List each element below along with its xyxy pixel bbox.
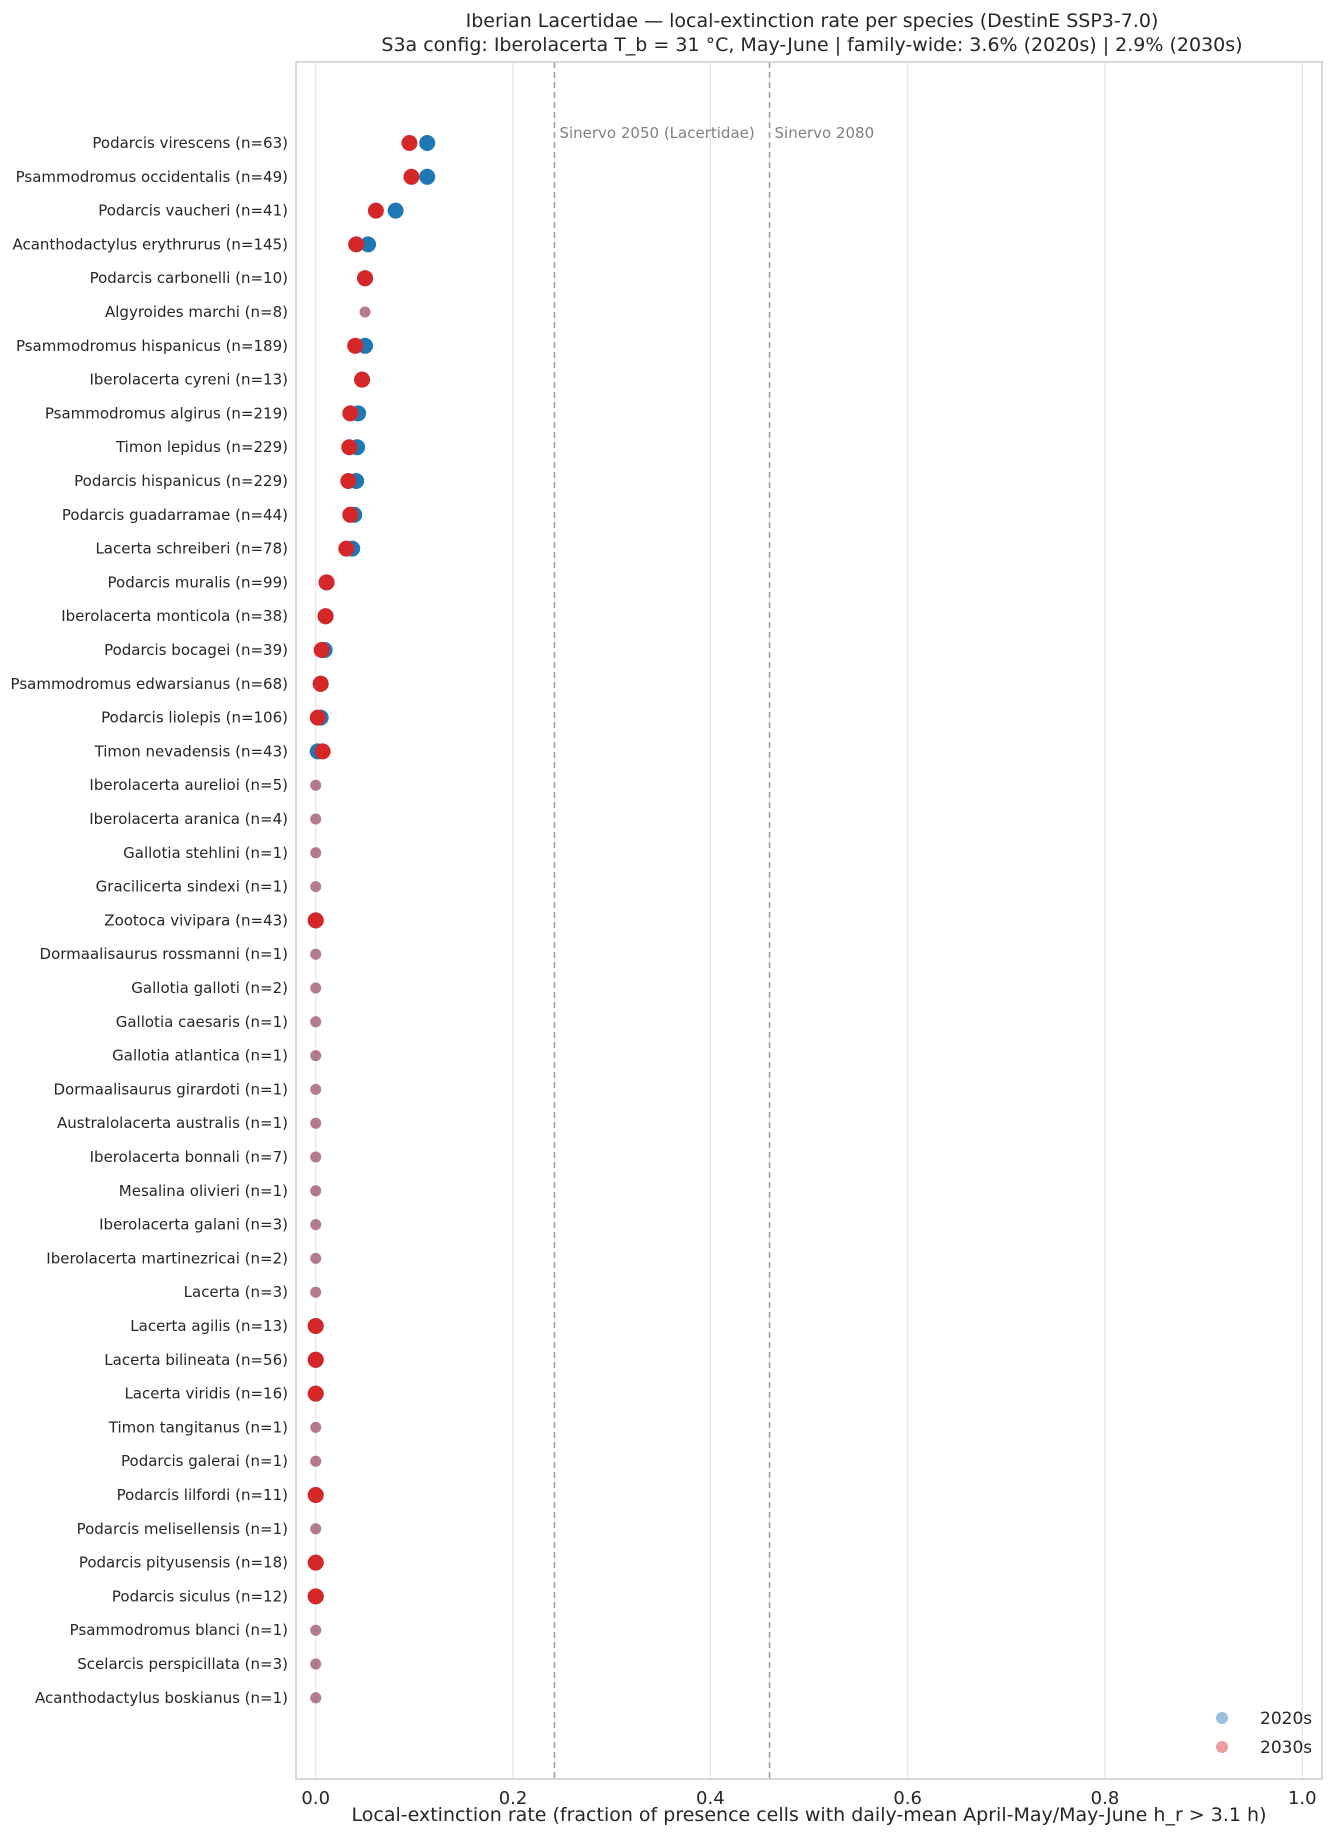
y-tick-label: Acanthodactylus boskianus (n=1) xyxy=(35,1688,288,1707)
y-tick-label: Podarcis virescens (n=63) xyxy=(92,134,288,152)
point-2030s xyxy=(310,1185,321,1196)
y-tick-label: Acanthodactylus erythrurus (n=145) xyxy=(12,235,288,254)
point-2030s xyxy=(310,1692,321,1703)
y-tick-label: Gallotia caesaris (n=1) xyxy=(115,1012,288,1031)
point-2030s xyxy=(310,949,321,960)
y-tick-label: Gallotia galloti (n=2) xyxy=(131,979,288,997)
y-tick-label: Zootoca vivipara (n=43) xyxy=(104,911,288,930)
point-2030s xyxy=(310,1287,321,1298)
point-2030s xyxy=(310,1050,321,1061)
point-2030s xyxy=(308,912,324,928)
point-2030s xyxy=(340,473,356,489)
point-2030s xyxy=(310,1625,321,1636)
y-tick-label: Timon lepidus (n=229) xyxy=(115,438,288,457)
point-2030s xyxy=(308,1318,324,1334)
point-2030s xyxy=(310,1456,321,1467)
reference-line-label: Sinervo 2050 (Lacertidae) xyxy=(559,124,755,142)
y-tick-label: Podarcis guadarramae (n=44) xyxy=(61,505,288,524)
y-tick-label: Timon tangitanus (n=1) xyxy=(108,1418,288,1437)
y-tick-label: Algyroides marchi (n=8) xyxy=(105,303,288,321)
y-tick-label: Iberolacerta martinezricai (n=2) xyxy=(46,1249,288,1268)
y-tick-label: Iberolacerta galani (n=3) xyxy=(99,1215,288,1234)
y-tick-label: Lacerta viridis (n=16) xyxy=(124,1384,288,1403)
point-2030s xyxy=(348,236,364,252)
point-2030s xyxy=(308,1588,324,1604)
point-2030s xyxy=(310,1152,321,1163)
y-tick-label: Podarcis lilfordi (n=11) xyxy=(116,1486,288,1504)
y-tick-label: Lacerta bilineata (n=56) xyxy=(104,1350,288,1369)
y-tick-label: Podarcis melisellensis (n=1) xyxy=(76,1519,288,1538)
point-2030s xyxy=(310,710,326,726)
x-tick-label: 0.2 xyxy=(498,1788,528,1809)
point-2030s xyxy=(308,1352,324,1368)
legend-label: 2030s xyxy=(1260,1738,1313,1758)
reference-line-label: Sinervo 2080 xyxy=(774,124,875,142)
y-tick-label: Dormaalisaurus rossmanni (n=1) xyxy=(39,945,288,964)
y-tick-label: Podarcis bocagei (n=39) xyxy=(104,641,288,659)
y-tick-label: Iberolacerta aurelioi (n=5) xyxy=(89,776,288,795)
point-2030s xyxy=(338,541,354,557)
legend-marker-2030s xyxy=(1216,1741,1228,1753)
y-tick-label: Psammodromus algirus (n=219) xyxy=(44,404,288,423)
point-2020s xyxy=(419,169,435,185)
point-2030s xyxy=(310,847,321,858)
point-2030s xyxy=(310,983,321,994)
point-2030s xyxy=(357,270,373,286)
point-2030s xyxy=(310,814,321,825)
point-2020s xyxy=(388,203,404,219)
y-tick-label: Iberolacerta cyreni (n=13) xyxy=(89,370,288,389)
point-2030s xyxy=(314,642,330,658)
y-tick-label: Podarcis pityusensis (n=18) xyxy=(78,1553,288,1572)
x-tick-label: 1.0 xyxy=(1287,1788,1317,1809)
y-tick-label: Podarcis siculus (n=12) xyxy=(111,1587,288,1606)
y-tick-label: Gallotia stehlini (n=1) xyxy=(123,843,288,862)
point-2030s xyxy=(401,135,417,151)
point-2030s xyxy=(310,1422,321,1433)
legend-marker-2020s xyxy=(1216,1712,1228,1724)
y-tick-label: Podarcis liolepis (n=106) xyxy=(101,708,288,727)
point-2030s xyxy=(318,608,334,624)
point-2030s xyxy=(319,574,335,590)
y-tick-label: Iberolacerta bonnali (n=7) xyxy=(89,1148,288,1166)
y-tick-label: Dormaalisaurus girardoti (n=1) xyxy=(53,1080,288,1099)
y-tick-label: Psammodromus occidentalis (n=49) xyxy=(15,167,288,186)
y-tick-label: Podarcis muralis (n=99) xyxy=(107,573,288,592)
y-tick-label: Scelarcis perspicillata (n=3) xyxy=(77,1655,288,1673)
point-2030s xyxy=(342,507,358,523)
y-tick-label: Psammodromus edwarsianus (n=68) xyxy=(10,674,288,693)
legend-label: 2020s xyxy=(1260,1709,1313,1729)
point-2030s xyxy=(368,203,384,219)
x-tick-label: 0.8 xyxy=(1090,1788,1120,1809)
chart-title: Iberian Lacertidae — local-extinction rate per species (DestinE SSP3-7.0) xyxy=(465,10,1159,32)
y-tick-label: Psammodromus hispanicus (n=189) xyxy=(15,336,288,355)
point-2030s xyxy=(308,1386,324,1402)
point-2030s xyxy=(310,1523,321,1534)
y-tick-label: Iberolacerta monticola (n=38) xyxy=(61,607,288,626)
y-tick-label: Podarcis carbonelli (n=10) xyxy=(89,269,288,288)
y-tick-label: Psammodromus blanci (n=1) xyxy=(69,1621,288,1640)
y-tick-label: Lacerta schreiberi (n=78) xyxy=(95,539,288,558)
y-tick-label: Mesalina olivieri (n=1) xyxy=(118,1181,288,1200)
x-axis-label: Local-extinction rate (fraction of presence cells with daily-mean April-May/May-June h_r > 3.1 h) xyxy=(351,1804,1267,1826)
point-2030s xyxy=(310,1084,321,1095)
point-2030s xyxy=(310,1219,321,1230)
y-tick-label: Australolacerta australis (n=1) xyxy=(56,1114,288,1133)
y-tick-label: Gracilicerta sindexi (n=1) xyxy=(95,877,288,896)
point-2030s xyxy=(360,307,371,318)
x-tick-label: 0.4 xyxy=(696,1788,725,1809)
point-2030s xyxy=(310,1253,321,1264)
point-2020s xyxy=(419,135,435,151)
x-tick-label: 0.6 xyxy=(893,1788,922,1809)
y-tick-label: Gallotia atlantica (n=1) xyxy=(112,1046,288,1065)
y-tick-label: Podarcis vaucheri (n=41) xyxy=(98,201,288,220)
point-2030s xyxy=(354,372,370,388)
y-tick-label: Iberolacerta aranica (n=4) xyxy=(89,810,288,828)
point-2030s xyxy=(313,676,329,692)
point-2030s xyxy=(310,881,321,892)
point-2030s xyxy=(310,1118,321,1129)
point-2030s xyxy=(341,439,357,455)
point-2030s xyxy=(347,338,363,354)
point-2030s xyxy=(403,169,419,185)
point-2030s xyxy=(315,743,331,759)
y-tick-label: Podarcis galerai (n=1) xyxy=(121,1452,288,1471)
y-tick-label: Podarcis hispanicus (n=229) xyxy=(74,472,288,490)
y-tick-label: Timon nevadensis (n=43) xyxy=(94,742,288,761)
point-2030s xyxy=(310,1659,321,1670)
point-2030s xyxy=(308,1555,324,1571)
point-2030s xyxy=(308,1487,324,1503)
point-2030s xyxy=(310,1016,321,1027)
y-tick-label: Lacerta (n=3) xyxy=(183,1283,288,1302)
point-2030s xyxy=(310,780,321,791)
x-tick-label: 0.0 xyxy=(301,1788,331,1809)
y-tick-label: Lacerta agilis (n=13) xyxy=(130,1317,288,1335)
point-2030s xyxy=(342,405,358,421)
chart-subtitle: S3a config: Iberolacerta T_b = 31 °C, May-June | family-wide: 3.6% (2020s) | 2.9% (2030s) xyxy=(381,34,1243,56)
